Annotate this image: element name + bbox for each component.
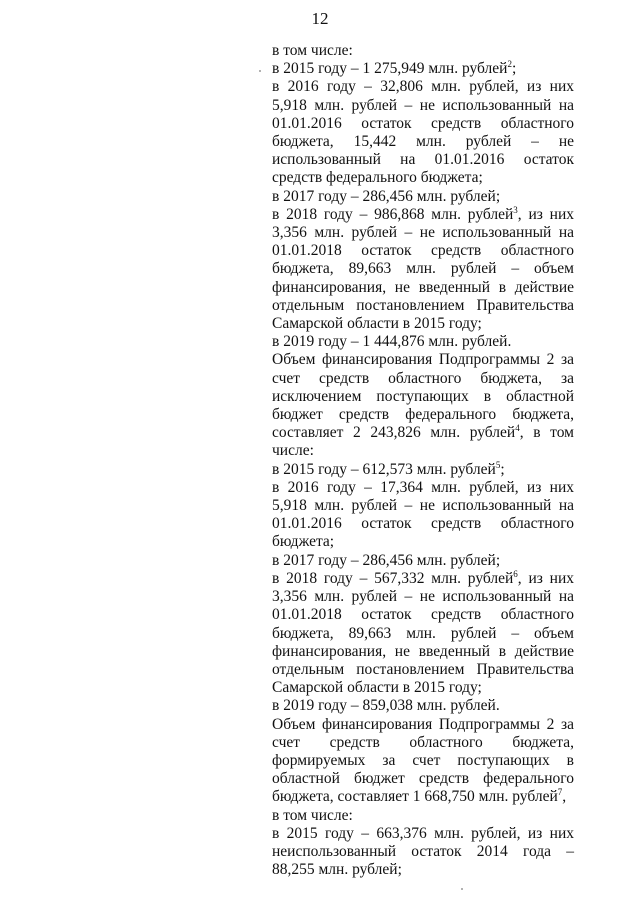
paragraph [272, 78, 574, 187]
paragraph-text: Объем финансирования Подпрограммы 2 за счет средств областного бюджета, формируемых за счет поступающих в областной бюджет средств федерального бюджета, составляет 1 668,750 млн. рублей [272, 715, 574, 806]
paragraph-text: в 2015 году – 612,573 млн. рублей [272, 460, 496, 478]
paragraph [272, 333, 574, 351]
paragraph-text: в 2018 году – 567,332 млн. рублей [272, 569, 514, 587]
paragraph-tail: , [562, 788, 567, 806]
paragraph [272, 188, 574, 206]
footnote-marker: 4 [515, 423, 520, 434]
paragraph-tail: , из них 3,356 млн. рублей – не использованный на 01.01.2018 остаток средств областного бюджета, 89,663 млн. рублей – объем финансирования, не введенный в действие отдельным постановлением Правительства Самарской области в 2015 году; [272, 205, 574, 333]
scan-speck [461, 888, 463, 890]
footnote-marker: 5 [495, 459, 501, 470]
paragraph [272, 479, 574, 552]
paragraph-tail: ; [511, 60, 517, 78]
paragraph [272, 60, 574, 78]
paragraph [272, 697, 574, 715]
scan-speck [259, 70, 261, 72]
paragraph-text: в 2017 году – 286,456 млн. рублей; [272, 187, 501, 205]
paragraph [272, 206, 574, 333]
footnote-marker: 3 [513, 204, 518, 215]
footnote-marker: 2 [507, 59, 512, 70]
paragraph-text: в 2019 году – 1 444,876 млн. рублей. [272, 333, 512, 351]
paragraph-text: в 2015 году – 663,376 млн. рублей, из них неиспользованный остаток 2014 года – 88,255 млн. рублей; [272, 824, 574, 879]
paragraph-text: в том числе: [272, 42, 353, 59]
paragraph-tail: ; [500, 460, 505, 478]
paragraph-text: в том числе: [272, 806, 353, 824]
paragraph-text: Объем финансирования Подпрограммы 2 за счет средств областного бюджета, за исключением поступающих в областной бюджет средств федерального бюджета, составляет 2 243,826 млн. рублей [272, 351, 574, 442]
paragraph-text: в 2016 году – 32,806 млн. рублей, из них 5,918 млн. рублей – не использованный на 01.01.2016 остаток средств областного бюджета, 15,442 млн. рублей – не использованный на 01.01.2016 остаток средств федерального бюджета; [272, 78, 574, 187]
paragraph [272, 42, 574, 60]
paragraph-text: в 2016 году – 17,364 млн. рублей, из них 5,918 млн. рублей – не использованный на 01.01.2016 остаток средств областного бюджета; [272, 478, 574, 551]
paragraph-text: в 2018 году – 986,868 млн. рублей [272, 205, 514, 223]
footnote-marker: 6 [513, 568, 518, 579]
paragraph-text: в 2017 году – 286,456 млн. рублей; [272, 551, 501, 569]
document-body [272, 42, 574, 879]
paragraph [272, 552, 574, 570]
paragraph [272, 825, 574, 880]
paragraph-tail: , в том числе: [272, 424, 574, 460]
footnote-marker: 7 [557, 787, 563, 798]
paragraph-text: в 2019 году – 859,038 млн. рублей. [272, 697, 500, 715]
paragraph [272, 461, 574, 479]
paragraph [272, 716, 574, 807]
page-number: 12 [311, 9, 329, 28]
paragraph [272, 351, 574, 460]
paragraph [272, 807, 574, 825]
paragraph-tail: , из них 3,356 млн. рублей – не использованный на 01.01.2018 остаток средств областного бюджета, 89,663 млн. рублей – объем финансирования, не введенный в действие отдельным постановлением Правительства Самарской области в 2015 году; [272, 569, 574, 697]
paragraph-text: в 2015 году – 1 275,949 млн. рублей [272, 60, 508, 78]
paragraph [272, 570, 574, 697]
